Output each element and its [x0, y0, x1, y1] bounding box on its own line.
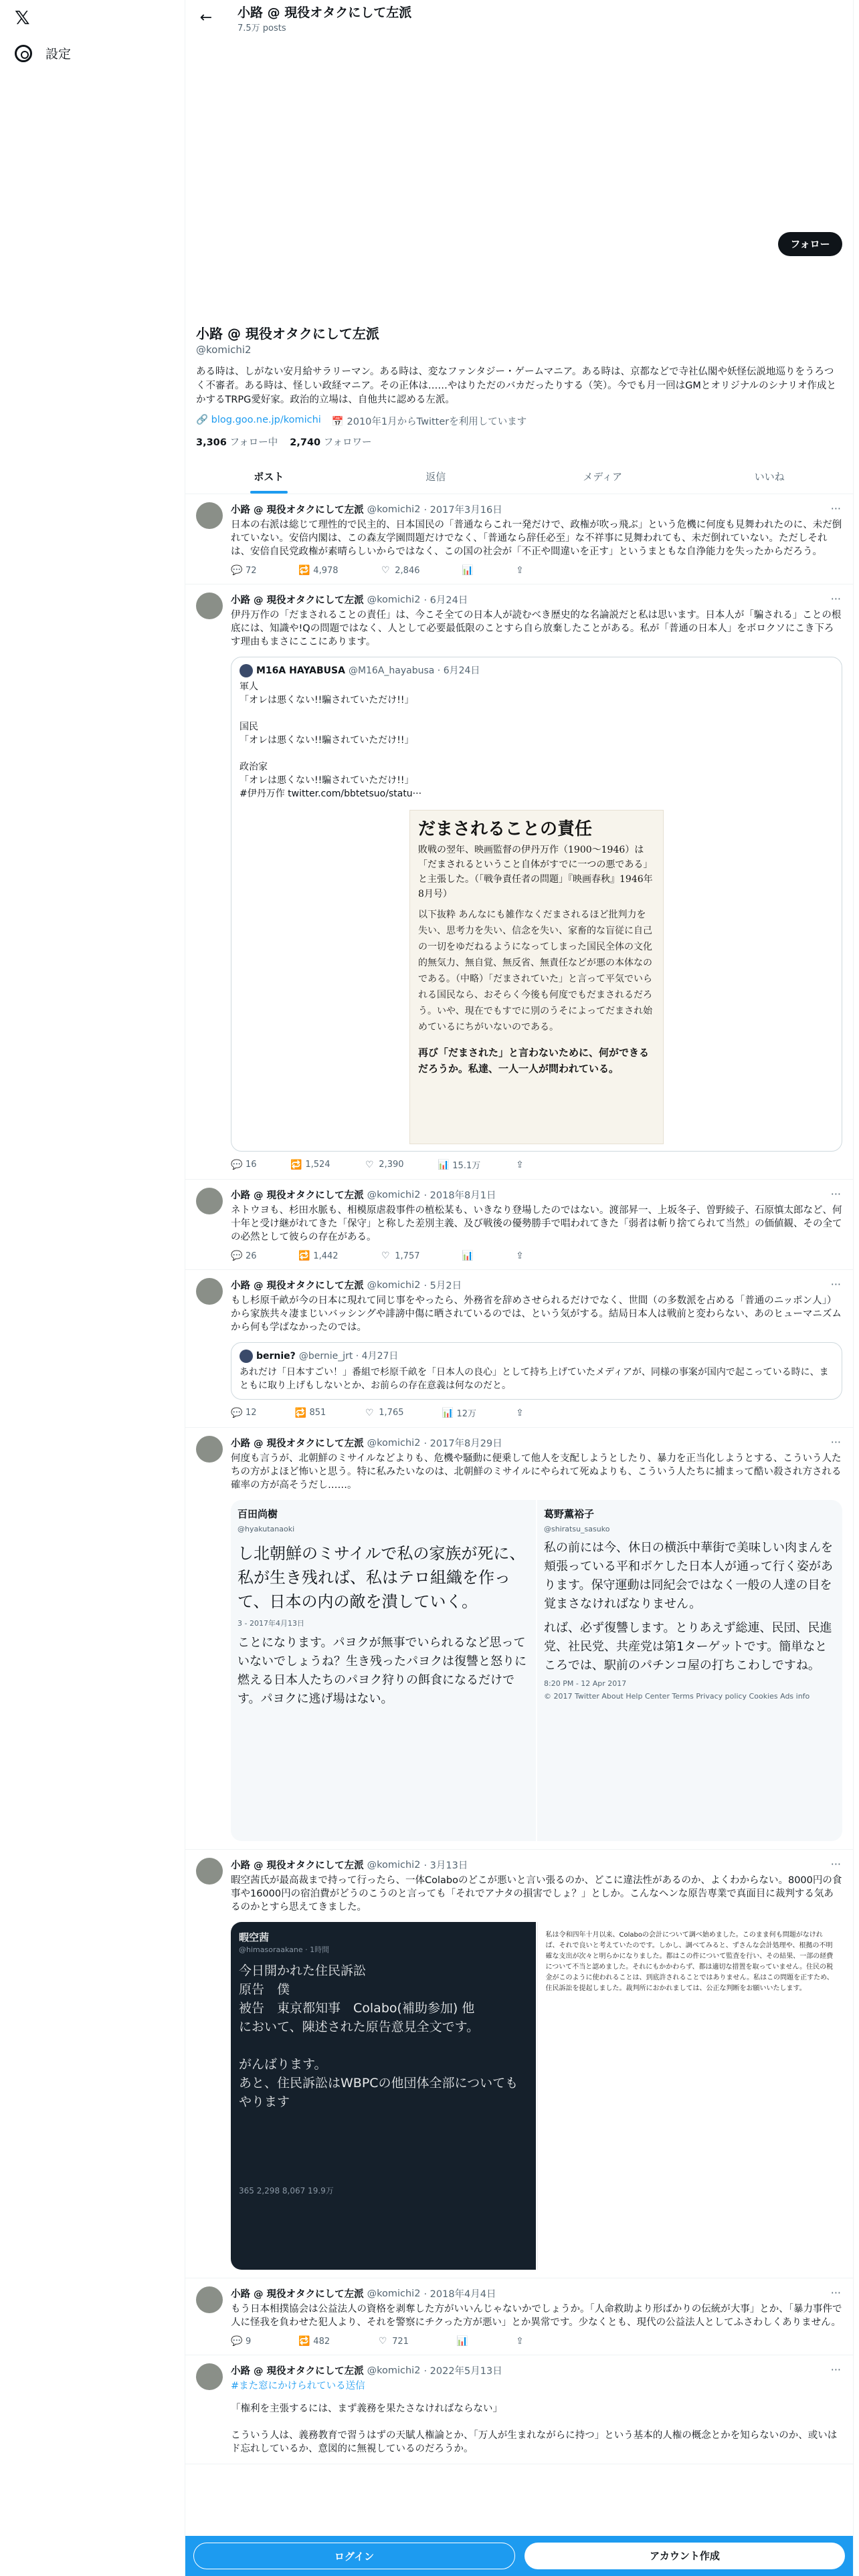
share-icon: ⇪	[516, 2336, 524, 2347]
profile-tabs	[185, 459, 853, 494]
post-handle: @komichi2	[367, 2365, 421, 2376]
post-actions	[231, 1406, 525, 1419]
quoted-image[interactable]	[409, 810, 664, 1144]
sidebar	[0, 0, 185, 2576]
post-text: 何度も言うが、北朝鮮のミサイルなどよりも、危機や騒動に便乗して他人を支配しようとしたり、暴力を正当化しようとする、こういう人たちの方がよほど怖いと思う。特に私みたいなのは、北朝鮮のミサイルにやられて死ぬよりも、こういう人たちに捕まって酷い殺され方される確率の方が高そうだし……。	[231, 1453, 842, 1491]
avatar[interactable]	[196, 2286, 223, 2313]
repost-icon: 🔁	[298, 1251, 310, 1261]
post-text: 暇空茜氏が最高裁まで持って行ったら、一体Colaboのどこが悪いと言い張るのか、どこに違法性があるのか、よくわからない。8000円の食事や16000円の宿泊費がどうのこうのと言っても「それでアナタの損害でしょ？」としか。こんなヘンな原告専業で真面目に裁判する気あるのかとすら思えてきました。	[231, 1875, 842, 1913]
views-button[interactable]: 📊 12万	[442, 1407, 476, 1419]
chart-icon: 📊	[442, 1407, 454, 1418]
avatar	[240, 1350, 253, 1363]
post-actions	[231, 2336, 525, 2347]
image-body: 以下抜粋 あんなにも雑作なくだまされるほど批判力を失い、思考力を失い、信念を失い、家畜的な盲従に自己の一切をゆだねるようになってしまった国民全体の文化的無気力、無自覚、無反省、無責任などが悪の本体なのである。（中略）「だまされていた」と言って平気でいられる国民なら、おそらく今後も何度でもだまされるだろう。いや、現在でもすでに別のうそによってだまされ始めているにちがいないのである。	[418, 909, 653, 1033]
image-conclusion: 再び「だまされた」と言わないために、何ができるだろうか。私達、一人一人が問われている。	[418, 1047, 650, 1075]
post-text: 伊丹万作の「だまされることの責任」は、今こそ全ての日本人が読むべき歴史的な名論説だと私は思います。日本人が「騙される」ことの根底には、知識や!Qの問題ではなく、人として必要最低限のことすら自ら放棄したことがある。私が「普通の日本人」をボロクソにこき下ろす理由もまさにここにあります。	[231, 610, 842, 647]
post-author[interactable]: 小路 @ 現役オタクにして左派	[231, 2289, 364, 2300]
share-button[interactable]	[514, 1406, 525, 1419]
image-date: 8:20 PM - 12 Apr 2017	[544, 1679, 627, 1688]
post-date[interactable]: · 3月13日	[423, 1860, 468, 1871]
post-author[interactable]: 小路 @ 現役オタクにして左派	[231, 595, 364, 606]
repost-button[interactable]: 🔁 1,442	[298, 1251, 339, 1261]
like-button[interactable]: ♡ 2,390	[365, 1159, 404, 1170]
share-icon: ⇪	[516, 565, 524, 576]
avatar[interactable]	[196, 1188, 223, 1214]
profile-banner	[185, 35, 853, 256]
post[interactable]	[185, 1850, 853, 2278]
share-icon: ⇪	[516, 1407, 524, 1418]
profile-url[interactable]: blog.goo.ne.jp/komichi	[211, 415, 321, 425]
post-handle: @komichi2	[367, 504, 421, 515]
post-handle: @komichi2	[367, 594, 421, 605]
header-name: 小路 @ 現役オタクにして左派	[237, 5, 412, 20]
image-handle: @hyakutanaoki	[237, 1525, 295, 1533]
image-text: し北朝鮮のミサイルで私の家族が死に、私が生き残れば、私はテロ組織を作って、日本の内の敵を潰していく。	[237, 1544, 526, 1611]
like-button[interactable]: ♡ 721	[378, 2336, 409, 2347]
image-author: 暇空茜	[239, 1931, 270, 1943]
header-post-count: 7.5万 posts	[237, 23, 286, 33]
repost-icon: 🔁	[294, 1407, 306, 1418]
gear-icon	[15, 45, 32, 62]
post[interactable]	[185, 1428, 853, 1850]
media-image[interactable]	[537, 1500, 842, 1841]
follow-counts	[196, 435, 842, 449]
post[interactable]	[185, 1180, 853, 1270]
image-handle: @shiratsu_sasuko	[544, 1525, 610, 1533]
views-button[interactable]	[462, 565, 472, 576]
like-button[interactable]: ♡ 1,765	[365, 1407, 404, 1418]
post-author[interactable]: 小路 @ 現役オタクにして左派	[231, 1190, 364, 1201]
top-bar	[185, 0, 853, 35]
share-button[interactable]	[514, 1158, 525, 1171]
tab-likes[interactable]: いいね	[754, 471, 785, 483]
views-button[interactable]	[462, 1251, 472, 1261]
more-icon[interactable]: ···	[830, 1278, 841, 1291]
post-text: もう日本相撲協会は公益法人の資格を剥奪した方がいいんじゃないかでしょうか。「人命救助より形ばかりの伝統が大事」とか、「暴力事件で人に怪我を負わせた犯人より、それを警察にチクった方が悪い」とか異常です。少なくとも、現代の公益法人としてふさわしくありません。	[231, 2304, 842, 2328]
reply-icon: 💬	[231, 1251, 243, 1261]
profile-section	[185, 256, 853, 449]
profile-meta	[196, 414, 842, 428]
post-handle: @komichi2	[367, 1189, 421, 1200]
post-hashtag[interactable]: #また窓にかけられている送信	[231, 2381, 365, 2391]
chart-icon: 📊	[462, 1251, 474, 1261]
post[interactable]	[185, 584, 853, 1180]
post[interactable]	[185, 1270, 853, 1428]
avatar[interactable]	[196, 502, 223, 529]
chart-icon: 📊	[462, 565, 474, 576]
more-icon[interactable]: ···	[830, 1436, 841, 1448]
more-icon[interactable]: ···	[830, 2363, 841, 2376]
post-date[interactable]: · 2017年8月29日	[423, 1438, 502, 1449]
post-text: ネトウヨも、杉田水脈も、相模原虐殺事件の植松某も、いきなり登場したのではない。渡部昇一、上坂冬子、曽野綾子、石原慎太郎など、何十年と受け継がれてきた「保守」と称した差別主義、及び戦後の優勢勝手で唱われてきた「弱者は斬り捨てられて当然」の価値観、その全ての必然として彼らの存在がある。	[231, 1205, 842, 1243]
post-author[interactable]: 小路 @ 現役オタクにして左派	[231, 1860, 364, 1871]
avatar[interactable]	[196, 593, 223, 619]
repost-icon: 🔁	[298, 2336, 310, 2347]
profile-handle: @komichi2	[196, 344, 252, 356]
image-text-continued: ことになります。パヨクが無事でいられるなど思っていないでしょうね？生き残ったパヨクは復讐と怒りに燃える日本人たちのパヨク狩りの餌食になるだけです。パヨクに逃げ場はない。	[237, 1636, 527, 1706]
quote-author: bernie?	[256, 1351, 296, 1362]
post-handle: @komichi2	[367, 1279, 421, 1291]
following-link[interactable]: 3,306 フォロー中	[196, 437, 278, 448]
repost-icon: 🔁	[298, 565, 310, 576]
post-actions	[231, 1158, 525, 1171]
like-button[interactable]: ♡ 1,757	[381, 1251, 420, 1261]
repost-button[interactable]: 🔁 482	[298, 2336, 330, 2347]
avatar[interactable]	[196, 1278, 223, 1305]
reply-button[interactable]: 💬 72	[231, 565, 257, 576]
image-author: 葛野薫裕子	[544, 1508, 595, 1520]
post-actions	[231, 1251, 525, 1261]
repost-button[interactable]: 🔁 4,978	[298, 565, 339, 576]
reply-icon: 💬	[231, 1159, 243, 1170]
post[interactable]	[185, 494, 853, 584]
post-text: 「権利を主張するには、まず義務を果たさなければならない」 こういう人は、義務教育で習うはずの天賦人権論とか、「万人が生まれながらに持つ」という基本的人権の概念とかを知らないのか、或いはド忘れしているか、意図的に無視しているのだろうか。	[231, 2403, 838, 2454]
image-text-continued: れば、必ず復讐します。とりあえず総連、民団、民進党、社民党、共産党は第1ターゲットです。簡単なところでは、駅前のパチンコ屋の打ちこわしですね。	[544, 1621, 832, 1673]
share-icon: ⇪	[516, 1159, 524, 1170]
settings-link[interactable]	[15, 44, 71, 62]
image-title: だまされることの責任	[418, 819, 593, 839]
follow-button[interactable]: フォロー	[778, 232, 842, 256]
chart-icon: 📊	[456, 2336, 468, 2347]
post-author[interactable]: 小路 @ 現役オタクにして左派	[231, 2366, 364, 2377]
profile-name: 小路 @ 現役オタクにして左派	[196, 326, 379, 342]
post-media	[231, 1500, 842, 1841]
back-arrow-icon[interactable]: ←	[199, 9, 213, 26]
settings-label: 設定	[45, 47, 72, 62]
image-text: 今日開かれた住民訴訟 原告 僕 被告 東京都知事 Colabo(補助参加) 他 において、陳述された原告意見全文です。 がんばります。 あと、住民訴訟はWBPCの他団体全部についてもやります	[239, 1963, 518, 2109]
media-image[interactable]	[537, 1922, 843, 2270]
reply-icon: 💬	[231, 1407, 243, 1418]
main-column	[185, 0, 854, 2576]
heart-icon: ♡	[365, 1159, 374, 1170]
like-button[interactable]: ♡ 2,846	[381, 565, 420, 576]
repost-icon: 🔁	[290, 1159, 302, 1170]
quote-text: あれだけ「日本すごい！」番組で杉原千畝を「日本人の良心」として持ち上げていたメディアが、同様の事案が国内で起こっている時に、まともに取り上げもしないとか、お前らの存在意義は何なのだと。	[240, 1367, 829, 1391]
quote-handle: @bernie_jrt · 4月27日	[298, 1351, 399, 1362]
bottom-bar	[185, 2536, 853, 2576]
post-text: もし杉原千畝が今の日本に現れて同じ事をやったら、外務省を辞めさせられるだけでなく、世間（の多数派を占める「普通のニッポン人」）から家族共々凄まじいバッシングや誹謗中傷に晒されているのでは、という気がする。結局日本人は戦前と変わらない、あのヒューマニズムから何も学ばなかったのでは。	[231, 1295, 842, 1333]
post-author[interactable]: 小路 @ 現役オタクにして左派	[231, 1281, 364, 1291]
more-icon[interactable]: ···	[830, 502, 841, 515]
x-logo-icon[interactable]: 𝕏	[15, 7, 30, 29]
share-button[interactable]	[514, 1251, 525, 1261]
followers-link[interactable]: 2,740 フォロワー	[290, 437, 372, 448]
image-stats: 365 2,298 8,067 19.9万	[239, 2186, 334, 2195]
chart-icon: 📊	[438, 1159, 450, 1170]
quote-author: M16A HAYABUSA	[256, 665, 345, 676]
tab-posts[interactable]: ポスト	[185, 459, 353, 494]
post-date[interactable]: · 5月2日	[423, 1281, 462, 1291]
share-button[interactable]	[514, 565, 525, 576]
more-icon[interactable]: ···	[830, 1188, 841, 1200]
image-author: 百田尚樹	[237, 1508, 278, 1520]
image-handle: @himasoraakane · 1時間	[239, 1945, 330, 1954]
post[interactable]	[185, 2355, 853, 2464]
more-icon[interactable]: ···	[830, 2286, 841, 2299]
more-icon[interactable]: ···	[830, 593, 841, 605]
post-date[interactable]: · 6月24日	[423, 595, 468, 606]
post-actions	[231, 565, 525, 576]
repost-button[interactable]: 🔁 1,524	[290, 1159, 330, 1170]
avatar	[240, 664, 253, 677]
post-media	[231, 1922, 842, 2270]
heart-icon: ♡	[381, 1251, 390, 1261]
avatar[interactable]	[196, 1858, 223, 1885]
quoted-post[interactable]	[231, 1342, 842, 1400]
reply-button[interactable]: 💬 9	[231, 2336, 252, 2347]
post-date[interactable]: · 2022年5月13日	[423, 2366, 502, 2377]
quoted-post[interactable]	[231, 657, 842, 1152]
quote-handle: @M16A_hayabusa · 6月24日	[348, 665, 480, 676]
tab-replies[interactable]: 返信	[425, 471, 446, 483]
avatar[interactable]	[196, 1436, 223, 1463]
post[interactable]	[185, 2278, 853, 2355]
reply-icon: 💬	[231, 2336, 243, 2347]
image-date: 3 - 2017年4月13日	[237, 1619, 304, 1628]
views-button[interactable]: 📊 15.1万	[438, 1159, 481, 1171]
post-handle: @komichi2	[367, 1859, 421, 1870]
post-date[interactable]: · 2018年8月1日	[423, 1190, 496, 1201]
image-text: 私の前には今、休日の横浜中華街で美味しい肉まんを頬張っている平和ボケした日本人が通って行く姿があります。保守運動は同紀会ではなく一般の人達の目を覚まさなければなりません。	[544, 1541, 833, 1611]
media-image[interactable]	[231, 1500, 536, 1841]
views-button[interactable]	[456, 2336, 467, 2347]
post-date[interactable]: · 2018年4月4日	[423, 2289, 496, 2300]
link-icon: 🔗 blog.goo.ne.jp/komichi	[196, 415, 321, 425]
post-author[interactable]: 小路 @ 現役オタクにして左派	[231, 505, 364, 516]
document-text: 私は令和四年十月以来、Colaboの会計について調べ始めました。このまま何も問題がなければ、それで良いと考えていたのです。しかし、調べてみると、ずさんな会計処理や、根拠の不明確な支出が次々と明らかになりました。都はこの件について監査を行い、その結果、一部の経費について不当と認めました。それにもかかわらず、都は適切な措置を取っていません。住民の税金がこのように使われることは、到底許されることではありません。私はこの問題を正すため、住民訴訟を提起しました。裁判所におかれましては、公正な判断をお願いいたします。	[545, 1931, 834, 1992]
image-footer: © 2017 Twitter About Help Center Terms Privacy policy Cookies Ads info	[544, 1692, 810, 1701]
login-button[interactable]: ログイン	[193, 2543, 515, 2569]
reply-button[interactable]: 💬 16	[231, 1159, 257, 1170]
reply-button[interactable]: 💬 26	[231, 1251, 257, 1261]
share-icon: ⇪	[516, 1251, 524, 1261]
post-date[interactable]: · 2017年3月16日	[423, 505, 502, 516]
post-text: 日本の右派は総じて理性的で民主的、日本国民の「普通ならこれ一発だけで、政権が吹っ飛ぶ」という危機に何度も見舞われたのに、未だ倒れていない。安倍内閣は、この森友学園問題だけでなく、「普通なら辞任必至」な不祥事に見舞われても、未だ倒れていない。ただしそれは、安倍自民党政権が素晴らしいからではなく、この国の社会が「不正や間違いを正す」というまともな自浄能力を失ったからだろう。	[231, 520, 842, 557]
heart-icon: ♡	[381, 565, 390, 576]
repost-button[interactable]: 🔁 851	[294, 1407, 326, 1418]
share-button[interactable]	[514, 2336, 525, 2347]
post-author[interactable]: 小路 @ 現役オタクにして左派	[231, 1438, 364, 1449]
image-intro: 敗戦の翌年、映画監督の伊丹万作（1900〜1946）は「だまされるということ自体がすでに一つの悪である」と主張した。（「戦争責任者の問題」『映画春秋』1946年8月号）	[418, 845, 653, 899]
post-handle: @komichi2	[367, 1437, 421, 1448]
reply-button[interactable]: 💬 12	[231, 1407, 257, 1418]
heart-icon: ♡	[365, 1407, 374, 1418]
media-image[interactable]	[231, 1922, 536, 2270]
calendar-icon: 📅 2010年1月からTwitterを利用しています	[331, 417, 527, 427]
joined-date: 2010年1月からTwitterを利用しています	[347, 417, 527, 427]
post-handle: @komichi2	[367, 2288, 421, 2299]
reply-icon: 💬	[231, 565, 243, 576]
profile-bio: ある時は、しがない安月給サラリーマン。ある時は、変なファンタジー・ゲームマニア。ある時は、京都などで寺社仏閣や妖怪伝説地巡りをうろつく不審者。ある時は、怪しい政経マニア。その正体は……やはりただのバカだったりする（笑）。今でも月一回はGMとオリジナルのシナリオ作成とかするTRPG愛好家。政治的立場は、自他共に認める左派。	[196, 366, 836, 405]
quote-text: 軍人 「オレは悪くない!!騙されていただけ!!」 国民 「オレは悪くない!!騙されていただけ!!」 政治家 「オレは悪くない!!騙されていただけ!!」 #伊丹万作 twitter.com/bbtetsuo/statu···	[240, 681, 422, 799]
heart-icon: ♡	[378, 2336, 387, 2347]
more-icon[interactable]: ···	[830, 1858, 841, 1870]
signup-button[interactable]: アカウント作成	[524, 2543, 845, 2569]
tab-media[interactable]: メディア	[583, 471, 623, 483]
avatar[interactable]	[196, 2363, 223, 2390]
